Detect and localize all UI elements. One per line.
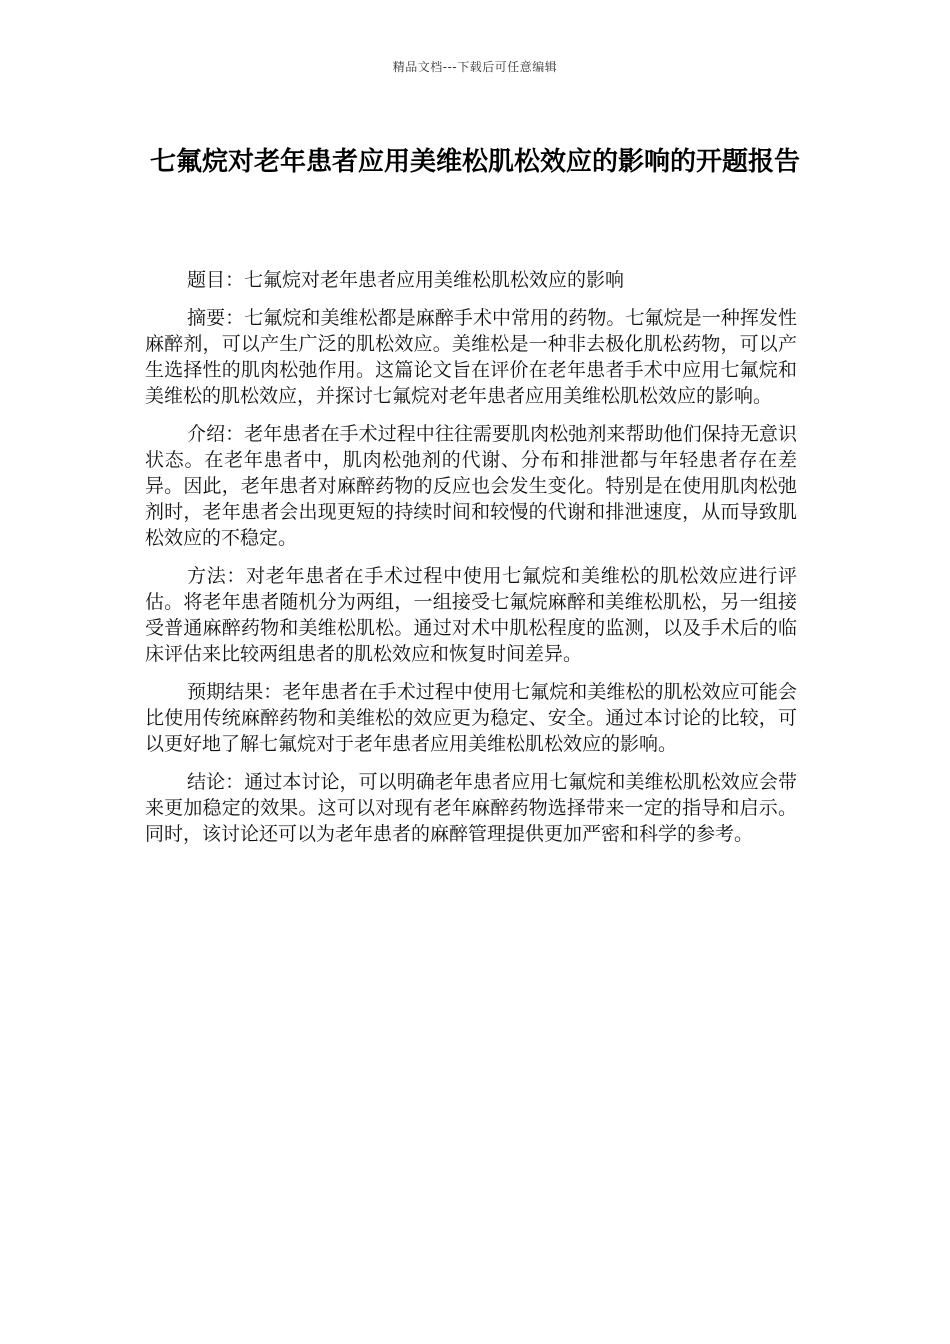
paragraph-text: 老年患者在手术过程中往往需要肌肉松弛剂来帮助他们保持无意识状态。在老年患者中，肌肉松弛剂的代谢、分布和排泄都与年轻患者存在差异。因此，老年患者对麻醉药物的反应也会发生变化。特别是在使用肌肉松弛剂时，老年患者会出现更短的持续时间和较慢的代谢和排泄速度，从而导致肌松效应的不稳定。 bbox=[145, 423, 797, 549]
paragraph-label: 介绍： bbox=[187, 423, 245, 445]
paragraph-label: 预期结果： bbox=[187, 681, 283, 703]
paragraph-text: 对老年患者在手术过程中使用七氟烷和美维松的肌松效应进行评估。将老年患者随机分为两组，一组接受七氟烷麻醉和美维松肌松，另一组接受普通麻醉药物和美维松肌松。通过对术中肌松程度的监测，以及手术后的临床评估来比较两组患者的肌松效应和恢复时间差异。 bbox=[145, 565, 797, 665]
paragraph-abstract bbox=[145, 305, 797, 409]
paragraph-topic bbox=[145, 267, 797, 293]
document-body bbox=[145, 267, 797, 859]
paragraph-text: 老年患者在手术过程中使用七氟烷和美维松的肌松效应可能会比使用传统麻醉药物和美维松的效应更为稳定、安全。通过本讨论的比较，可以更好地了解七氟烷对于老年患者应用美维松肌松效应的影响。 bbox=[145, 681, 797, 755]
paragraph-conclusion bbox=[145, 769, 797, 847]
paragraph-label: 摘要： bbox=[187, 307, 245, 329]
paragraph-label: 题目： bbox=[187, 269, 245, 291]
paragraph-text: 通过本讨论，可以明确老年患者应用七氟烷和美维松肌松效应会带来更加稳定的效果。这可以对现有老年麻醉药物选择带来一定的指导和启示。同时，该讨论还可以为老年患者的麻醉管理提供更加严密和科学的参考。 bbox=[145, 771, 797, 845]
paragraph-label: 方法： bbox=[187, 565, 247, 587]
paragraph-text: 七氟烷和美维松都是麻醉手术中常用的药物。七氟烷是一种挥发性麻醉剂，可以产生广泛的肌松效应。美维松是一种非去极化肌松药物，可以产生选择性的肌肉松弛作用。这篇论文旨在评价在老年患者手术中应用七氟烷和美维松的肌松效应，并探讨七氟烷对老年患者应用美维松肌松效应的影响。 bbox=[145, 307, 797, 407]
paragraph-expected-results bbox=[145, 679, 797, 757]
paragraph-label: 结论： bbox=[187, 771, 245, 793]
header-note: 精品文档---下载后可任意编辑 bbox=[392, 60, 558, 74]
document-title: 七氟烷对老年患者应用美维松肌松效应的影响的开题报告 bbox=[149, 147, 800, 177]
paragraph-introduction bbox=[145, 421, 797, 551]
paragraph-text: 七氟烷对老年患者应用美维松肌松效应的影响 bbox=[244, 269, 625, 291]
paragraph-methods bbox=[145, 563, 797, 667]
